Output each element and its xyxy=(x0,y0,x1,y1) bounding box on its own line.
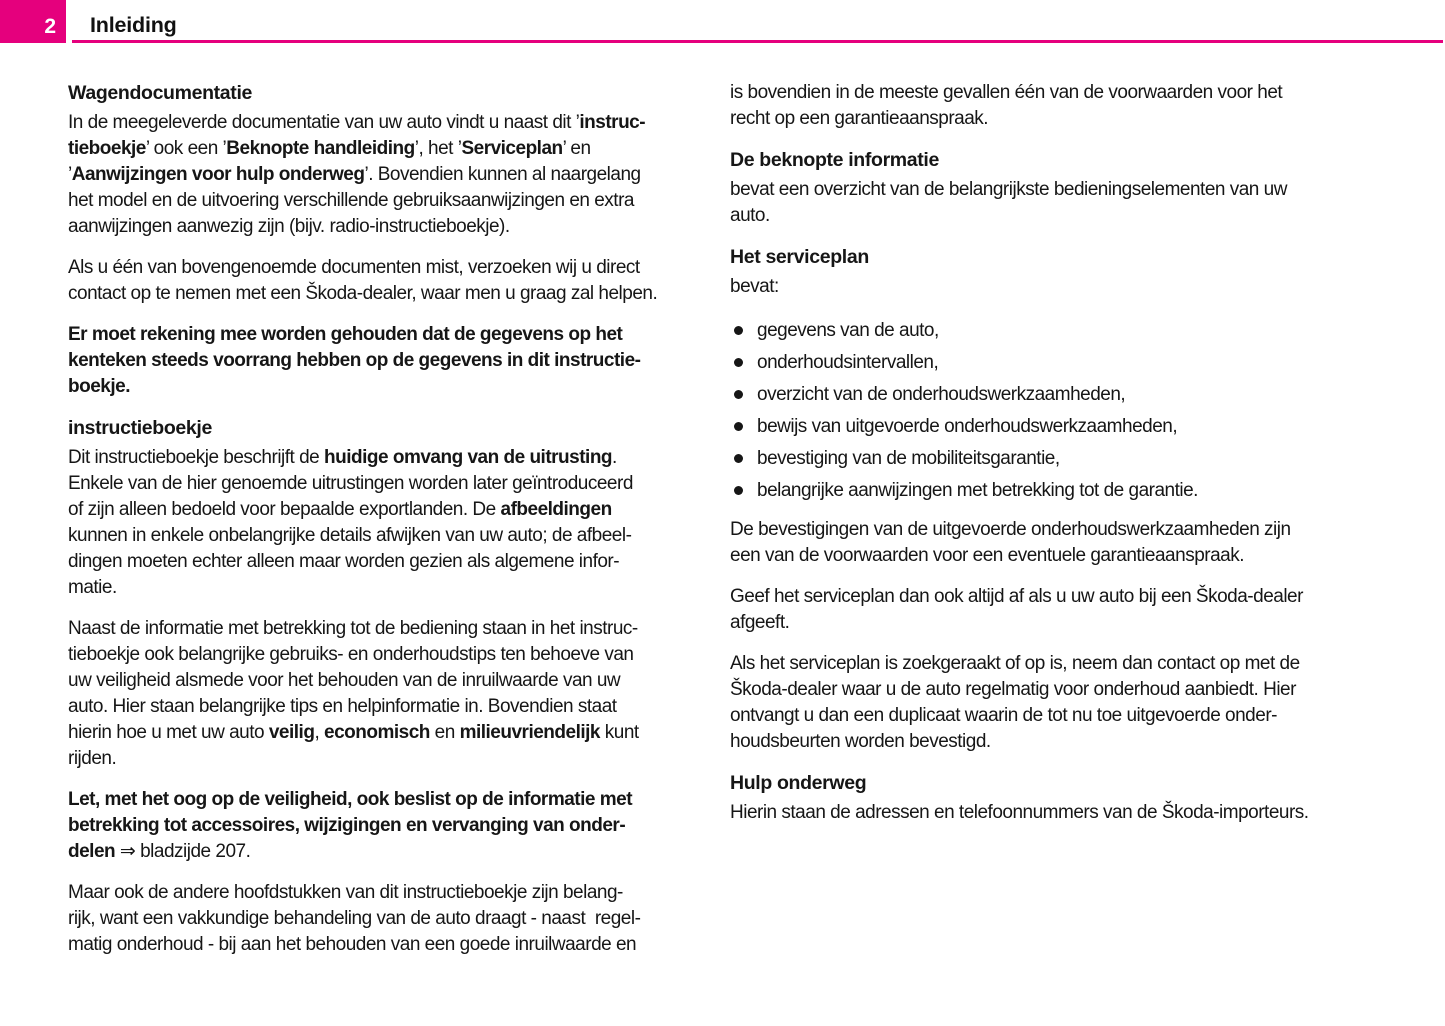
text-line: kenteken steeds voorrang hebben op de gegevens in dit instructie- xyxy=(68,350,641,371)
text-line: Er moet rekening mee worden gehouden dat de gegevens op het xyxy=(68,324,623,345)
list-item-text: gegevens van de auto, xyxy=(757,320,939,341)
paragraph xyxy=(68,616,713,772)
paragraph xyxy=(730,584,1375,636)
text-line: Naast de informatie met betrekking tot de bediening staan in het instruc- xyxy=(68,618,638,639)
text-line: betrekking tot accessoires, wijzigingen en vervanging van onder- xyxy=(68,815,626,836)
text-line: matie. xyxy=(68,577,117,598)
text-line: rijk, want een vakkundige behandeling van de auto draagt - naast regel- xyxy=(68,908,641,929)
text-line: is bovendien in de meeste gevallen één van de voorwaarden voor het xyxy=(730,82,1283,103)
text-line: Als u één van bovengenoemde documenten mist, verzoeken wij u direct xyxy=(68,257,640,278)
text-line: afgeeft. xyxy=(730,612,790,633)
bullet-icon xyxy=(734,486,743,495)
list-item xyxy=(730,315,1375,347)
paragraph xyxy=(730,651,1375,755)
text-line: bevat: xyxy=(730,276,779,297)
bullet-list xyxy=(730,315,1375,507)
paragraph xyxy=(68,110,713,240)
text-line: In de meegeleverde documentatie van uw auto vindt u naast dit ’instruc- xyxy=(68,112,646,133)
section-heading: Wagendocumentatie xyxy=(68,82,253,104)
list-item xyxy=(730,411,1375,443)
text-line: Let, met het oog op de veiligheid, ook beslist op de informatie met xyxy=(68,789,633,810)
text-line: Als het serviceplan is zoekgeraakt of op is, neem dan contact op met de xyxy=(730,653,1300,674)
list-item-text: onderhoudsintervallen, xyxy=(757,352,939,373)
paragraph xyxy=(730,517,1375,569)
paragraph xyxy=(68,255,713,307)
left-column xyxy=(68,80,713,973)
bullet-icon xyxy=(734,390,743,399)
right-column xyxy=(730,80,1375,841)
paragraph xyxy=(730,80,1375,132)
page-title: Inleiding xyxy=(90,13,177,37)
text-line: matig onderhoud - bij aan het behouden van een goede inruilwaarde en xyxy=(68,934,637,955)
section-heading: Hulp onderweg xyxy=(730,772,867,794)
paragraph xyxy=(68,787,713,865)
bullet-icon xyxy=(734,422,743,431)
text-line: auto. xyxy=(730,205,770,226)
page-number-box xyxy=(0,0,66,43)
paragraph xyxy=(730,800,1375,826)
text-line: Maar ook de andere hoofdstukken van dit instructieboekje zijn belang- xyxy=(68,882,623,903)
list-item-text: bewijs van uitgevoerde onderhoudswerkzaamheden, xyxy=(757,416,1178,437)
list-item-text: belangrijke aanwijzingen met betrekking tot de garantie. xyxy=(757,480,1198,501)
text-line: houdsbeurten worden bevestigd. xyxy=(730,731,991,752)
text-line: bevat een overzicht van de belangrijkste bedieningselementen van uw xyxy=(730,179,1287,200)
text-line: tieboekje’ ook een ’Beknopte handleiding’, het ’Serviceplan’ en xyxy=(68,138,591,159)
list-item xyxy=(730,379,1375,411)
list-item xyxy=(730,347,1375,379)
paragraph xyxy=(68,445,713,601)
text-line: Hierin staan de adressen en telefoonnummers van de Škoda-importeurs. xyxy=(730,802,1309,823)
list-item xyxy=(730,443,1375,475)
text-line: ’Aanwijzingen voor hulp onderweg’. Bovendien kunnen al naargelang xyxy=(68,164,641,185)
text-line: auto. Hier staan belangrijke tips en helpinformatie in. Bovendien staat xyxy=(68,696,617,717)
text-line: het model en de uitvoering verschillende gebruiksaanwijzingen en extra xyxy=(68,190,634,211)
text-line: kunnen in enkele onbelangrijke details afwijken van uw auto; de afbeel- xyxy=(68,525,632,546)
page-number: 2 xyxy=(44,15,56,38)
text-line: De bevestigingen van de uitgevoerde onderhoudswerkzaamheden zijn xyxy=(730,519,1291,540)
text-line: hierin hoe u met uw auto veilig, economisch en milieuvriendelijk kunt xyxy=(68,722,639,743)
paragraph xyxy=(730,274,1375,300)
header-rule xyxy=(72,40,1443,43)
text-line: dingen moeten echter alleen maar worden gezien als algemene infor- xyxy=(68,551,620,572)
paragraph xyxy=(68,322,713,400)
paragraph xyxy=(68,880,713,958)
text-line: boekje. xyxy=(68,376,130,397)
text-line: Geef het serviceplan dan ook altijd af als u uw auto bij een Škoda-dealer xyxy=(730,586,1303,607)
text-line: delen ⇒ bladzijde 207. xyxy=(68,841,251,862)
section-heading: Het serviceplan xyxy=(730,246,869,268)
paragraph xyxy=(730,177,1375,229)
text-line: recht op een garantieaanspraak. xyxy=(730,108,989,129)
text-line: Škoda-dealer waar u de auto regelmatig voor onderhoud aanbiedt. Hier xyxy=(730,679,1296,700)
text-line: rijden. xyxy=(68,748,117,769)
bullet-icon xyxy=(734,358,743,367)
text-line: Dit instructieboekje beschrijft de huidige omvang van de uitrusting. xyxy=(68,447,617,468)
text-line: ontvangt u dan een duplicaat waarin de tot nu toe uitgevoerde onder- xyxy=(730,705,1277,726)
list-item-text: overzicht van de onderhoudswerkzaamheden, xyxy=(757,384,1126,405)
list-item xyxy=(730,475,1375,507)
bullet-icon xyxy=(734,454,743,463)
section-heading: De beknopte informatie xyxy=(730,149,939,171)
text-line: aanwijzingen aanwezig zijn (bijv. radio-instructieboekje). xyxy=(68,216,510,237)
text-line: Enkele van de hier genoemde uitrustingen worden later geïntroduceerd xyxy=(68,473,633,494)
text-line: een van de voorwaarden voor een eventuele garantieaanspraak. xyxy=(730,545,1244,566)
text-line: contact op te nemen met een Škoda-dealer, waar men u graag zal helpen. xyxy=(68,283,658,304)
text-line: of zijn alleen bedoeld voor bepaalde exportlanden. De afbeeldingen xyxy=(68,499,612,520)
text-line: tieboekje ook belangrijke gebruiks- en onderhoudstips ten behoeve van xyxy=(68,644,634,665)
list-item-text: bevestiging van de mobiliteitsgarantie, xyxy=(757,448,1060,469)
section-heading: instructieboekje xyxy=(68,417,212,439)
text-line: uw veiligheid alsmede voor het behouden van de inruilwaarde van uw xyxy=(68,670,621,691)
bullet-icon xyxy=(734,326,743,335)
